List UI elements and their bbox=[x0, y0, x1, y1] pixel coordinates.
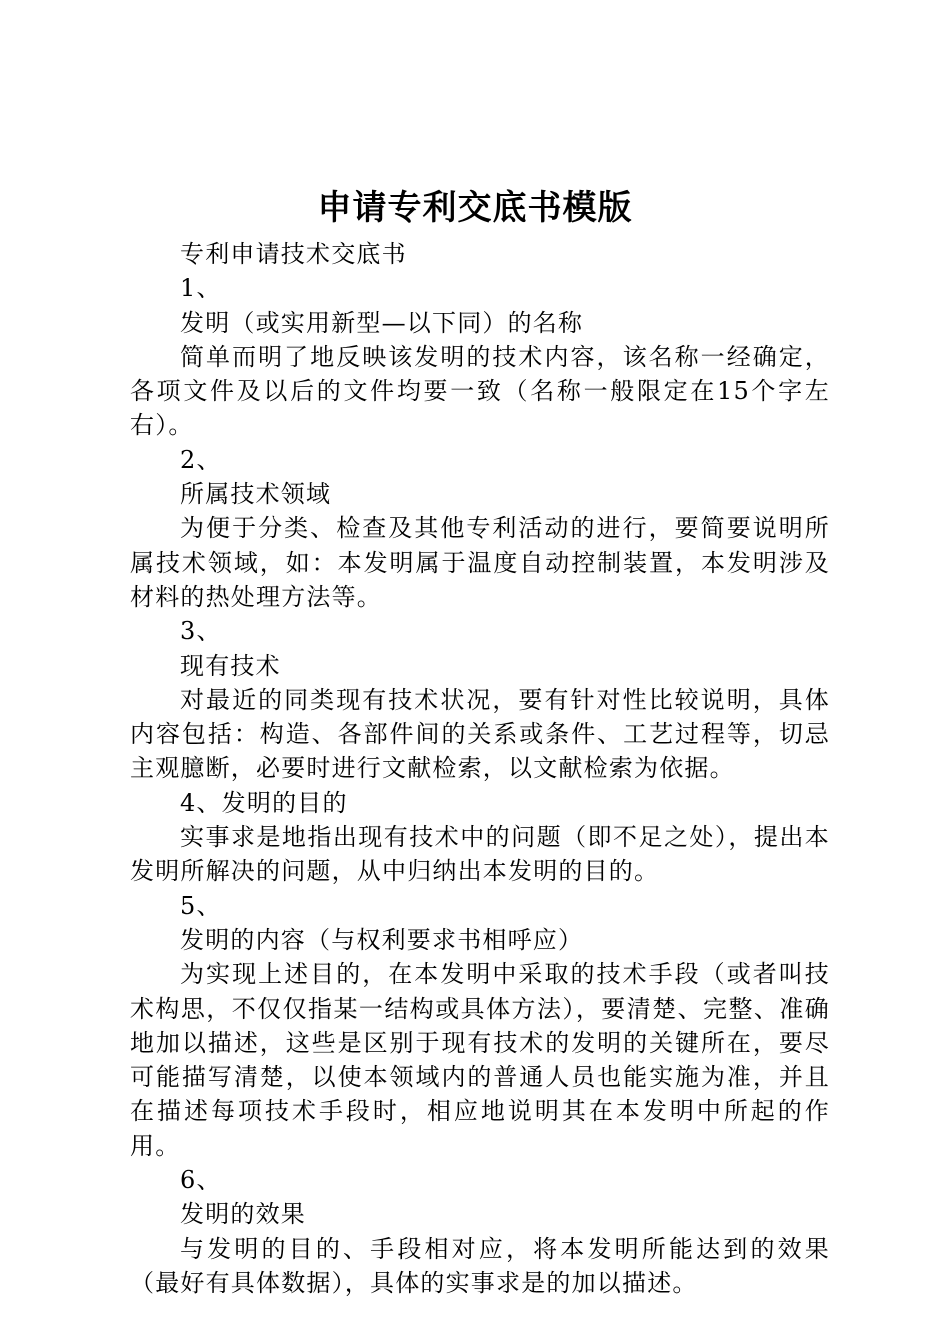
paragraph-subtitle: 专利申请技术交底书 bbox=[180, 240, 407, 268]
section-text-prior-art: 对最近的同类现有技术状况，要有针对性比较说明，具体内容包括：构造、各部件间的关系或条件、工艺过程等，切忌主观臆断，必要时进行文献检索，以文献检索为依据。 bbox=[130, 685, 830, 783]
section-text-name: 简单而明了地反映该发明的技术内容，该名称一经确定，各项文件及以后的文件均要一致（名称一般限定在15个字左右）。 bbox=[130, 342, 830, 440]
section-number-1: 1、 bbox=[180, 274, 222, 303]
section-heading-field: 所属技术领域 bbox=[180, 480, 332, 509]
section-number-5: 5、 bbox=[180, 891, 222, 920]
section-text-content: 为实现上述目的，在本发明中采取的技术手段（或者叫技术构思，不仅仅指某一结构或具体方法），要清楚、完整、准确地加以描述，这些是区别于现有技术的发明的关键所在，要尽可能描写清楚，以使本领域内的普通人员也能实施为准，并且在描述每项技术手段时，相应地说明其在本发明中所起的作用。 bbox=[130, 960, 830, 1160]
section-number-2: 2、 bbox=[180, 445, 222, 474]
section-number-6: 6、 bbox=[180, 1166, 222, 1195]
section-heading-name: 发明（或实用新型—以下同）的名称 bbox=[180, 308, 584, 337]
section-heading-prior-art: 现有技术 bbox=[180, 651, 281, 680]
section-number-3: 3、 bbox=[180, 617, 222, 646]
section-heading-content: 发明的内容（与权利要求书相呼应） bbox=[180, 925, 584, 954]
section-heading-purpose: 4、发明的目的 bbox=[180, 788, 348, 817]
document-title: 申请专利交底书模版 bbox=[317, 188, 633, 228]
section-text-field: 为便于分类、检查及其他专利活动的进行，要简要说明所属技术领域，如：本发明属于温度自动控制装置，本发明涉及材料的热处理方法等。 bbox=[130, 514, 830, 611]
section-heading-effect: 发明的效果 bbox=[180, 1200, 306, 1229]
document-body bbox=[130, 237, 830, 1300]
section-text-purpose: 实事求是地指出现有技术中的问题（即不足之处），提出本发明所解决的问题，从中归纳出本发明的目的。 bbox=[130, 823, 830, 886]
section-text-effect: 与发明的目的、手段相对应，将本发明所能达到的效果（最好有具体数据），具体的实事求是的加以描述。 bbox=[130, 1234, 830, 1297]
